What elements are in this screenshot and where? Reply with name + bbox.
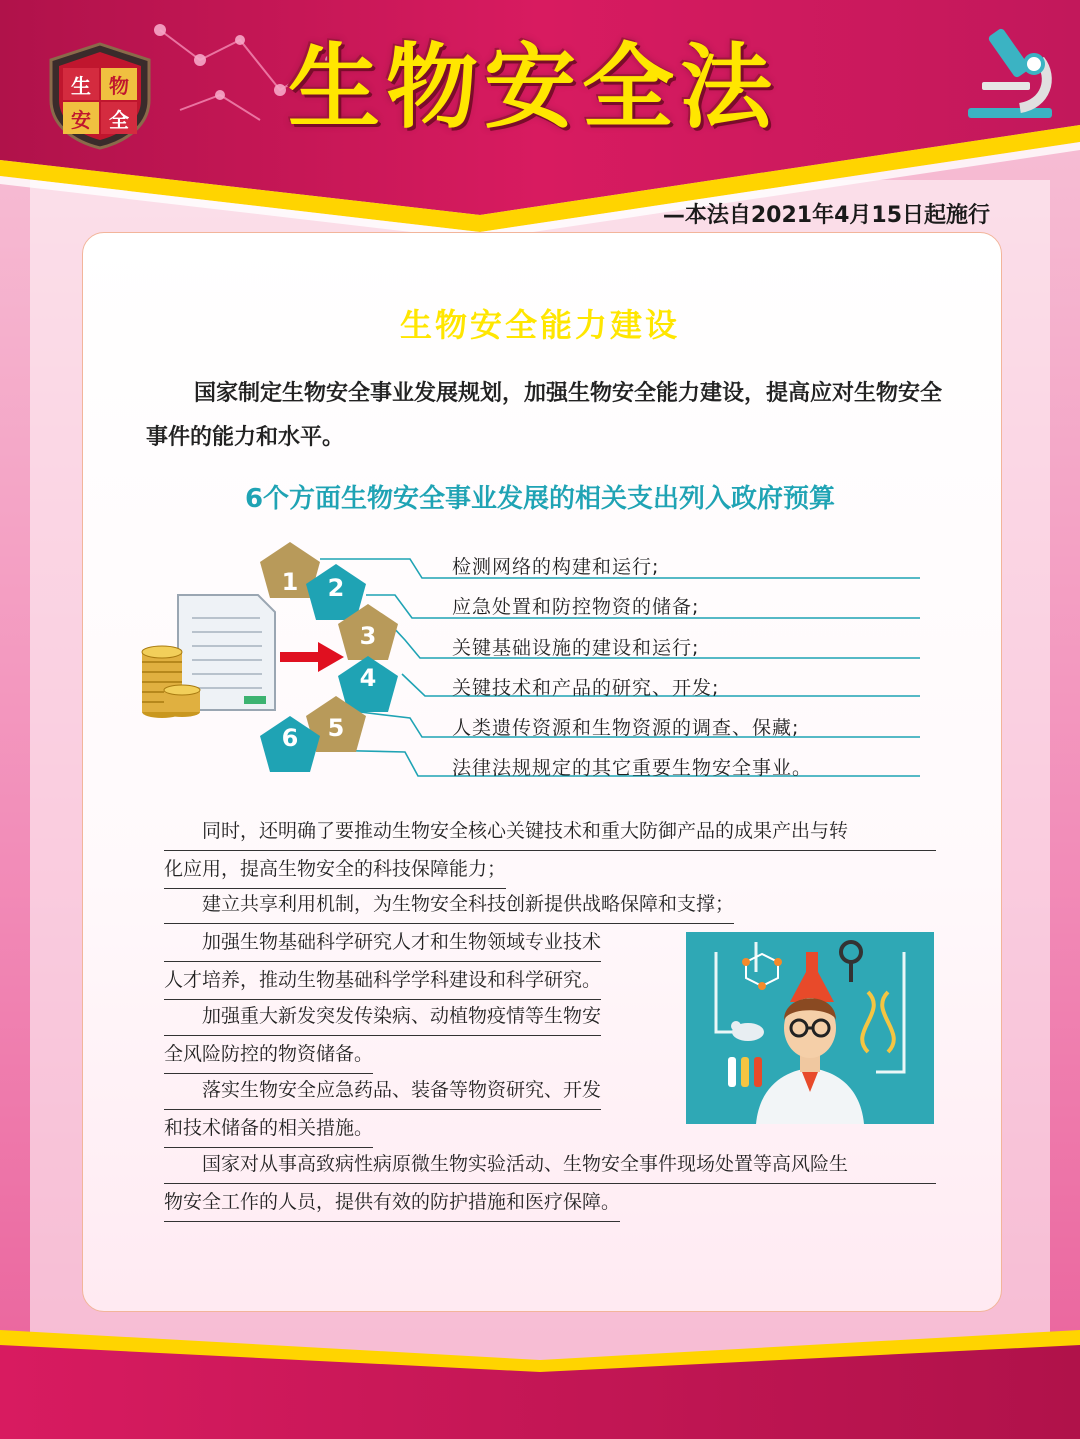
paragraph-line: 建立共享利用机制，为生物安全科技创新提供战略保障和支撑； xyxy=(164,886,734,924)
budget-item-6: 法律法规规定的其它重要生物安全事业。 xyxy=(452,757,813,779)
budget-item-2: 应急处置和防控物资的储备; xyxy=(452,596,700,618)
section-title: 生物安全能力建设 xyxy=(399,306,680,344)
paragraph-line: 同时，还明确了要推动生物安全核心关键技术和重大防御产品的成果产出与转 xyxy=(164,813,936,851)
measure-paragraph-5 xyxy=(164,1072,601,1148)
effective-date: —本法自2021年4月15日起施行 xyxy=(662,203,990,228)
svg-text:2: 2 xyxy=(327,574,345,602)
shield-logo-icon xyxy=(45,40,155,150)
paragraph-line: 国家对从事高致病性病原微生物实验活动、生物安全事件现场处置等高风险生 xyxy=(164,1146,936,1184)
measure-paragraph-1 xyxy=(164,813,936,889)
measure-paragraph-6 xyxy=(164,1146,936,1222)
svg-text:4: 4 xyxy=(359,664,377,692)
microscope-icon xyxy=(960,18,1060,123)
arrow-right-icon xyxy=(280,642,344,672)
budget-item-4: 关键技术和产品的研究、开发; xyxy=(452,677,720,699)
measure-paragraph-3 xyxy=(164,924,601,1000)
budget-item-3: 关键基础设施的建设和运行; xyxy=(452,637,700,659)
paragraph-line: 加强重大新发突发传染病、动植物疫情等生物安 xyxy=(164,998,601,1036)
budget-item-5: 人类遗传资源和生物资源的调查、保藏; xyxy=(452,717,800,739)
intro-paragraph: 国家制定生物安全事业发展规划，加强生物安全能力建设，提高应对生物安全事件的能力和水平。 xyxy=(146,381,943,450)
svg-text:3: 3 xyxy=(359,622,377,650)
logo-char-1: 生 xyxy=(71,74,91,98)
svg-text:1: 1 xyxy=(281,568,299,596)
scientist-illustration xyxy=(686,932,934,1124)
svg-text:5: 5 xyxy=(327,714,345,742)
budget-item-1: 检测网络的构建和运行; xyxy=(452,556,660,578)
paragraph-line: 和技术储备的相关措施。 xyxy=(164,1110,373,1148)
budget-subtitle: 6个方面生物安全事业发展的相关支出列入政府预算 xyxy=(244,484,836,514)
paragraph-line: 化应用，提高生物安全的科技保障能力； xyxy=(164,851,506,889)
poster-title: 生物安全法 xyxy=(288,34,779,141)
logo-char-3: 安 xyxy=(71,108,91,132)
paragraph-line: 全风险防控的物资储备。 xyxy=(164,1036,373,1074)
logo-char-4: 全 xyxy=(109,108,129,132)
paragraph-line: 人才培养，推动生物基础科学学科建设和科学研究。 xyxy=(164,962,601,1000)
paragraph-line: 加强生物基础科学研究人才和生物领域专业技术 xyxy=(164,924,601,962)
measure-paragraph-4 xyxy=(164,998,601,1074)
svg-text:6: 6 xyxy=(281,724,299,752)
measure-paragraph-2 xyxy=(164,886,734,924)
paragraph-line: 物安全工作的人员，提供有效的防护措施和医疗保障。 xyxy=(164,1184,620,1222)
paragraph-line: 落实生物安全应急药品、装备等物资研究、开发 xyxy=(164,1072,601,1110)
logo-char-2: 物 xyxy=(109,74,129,98)
